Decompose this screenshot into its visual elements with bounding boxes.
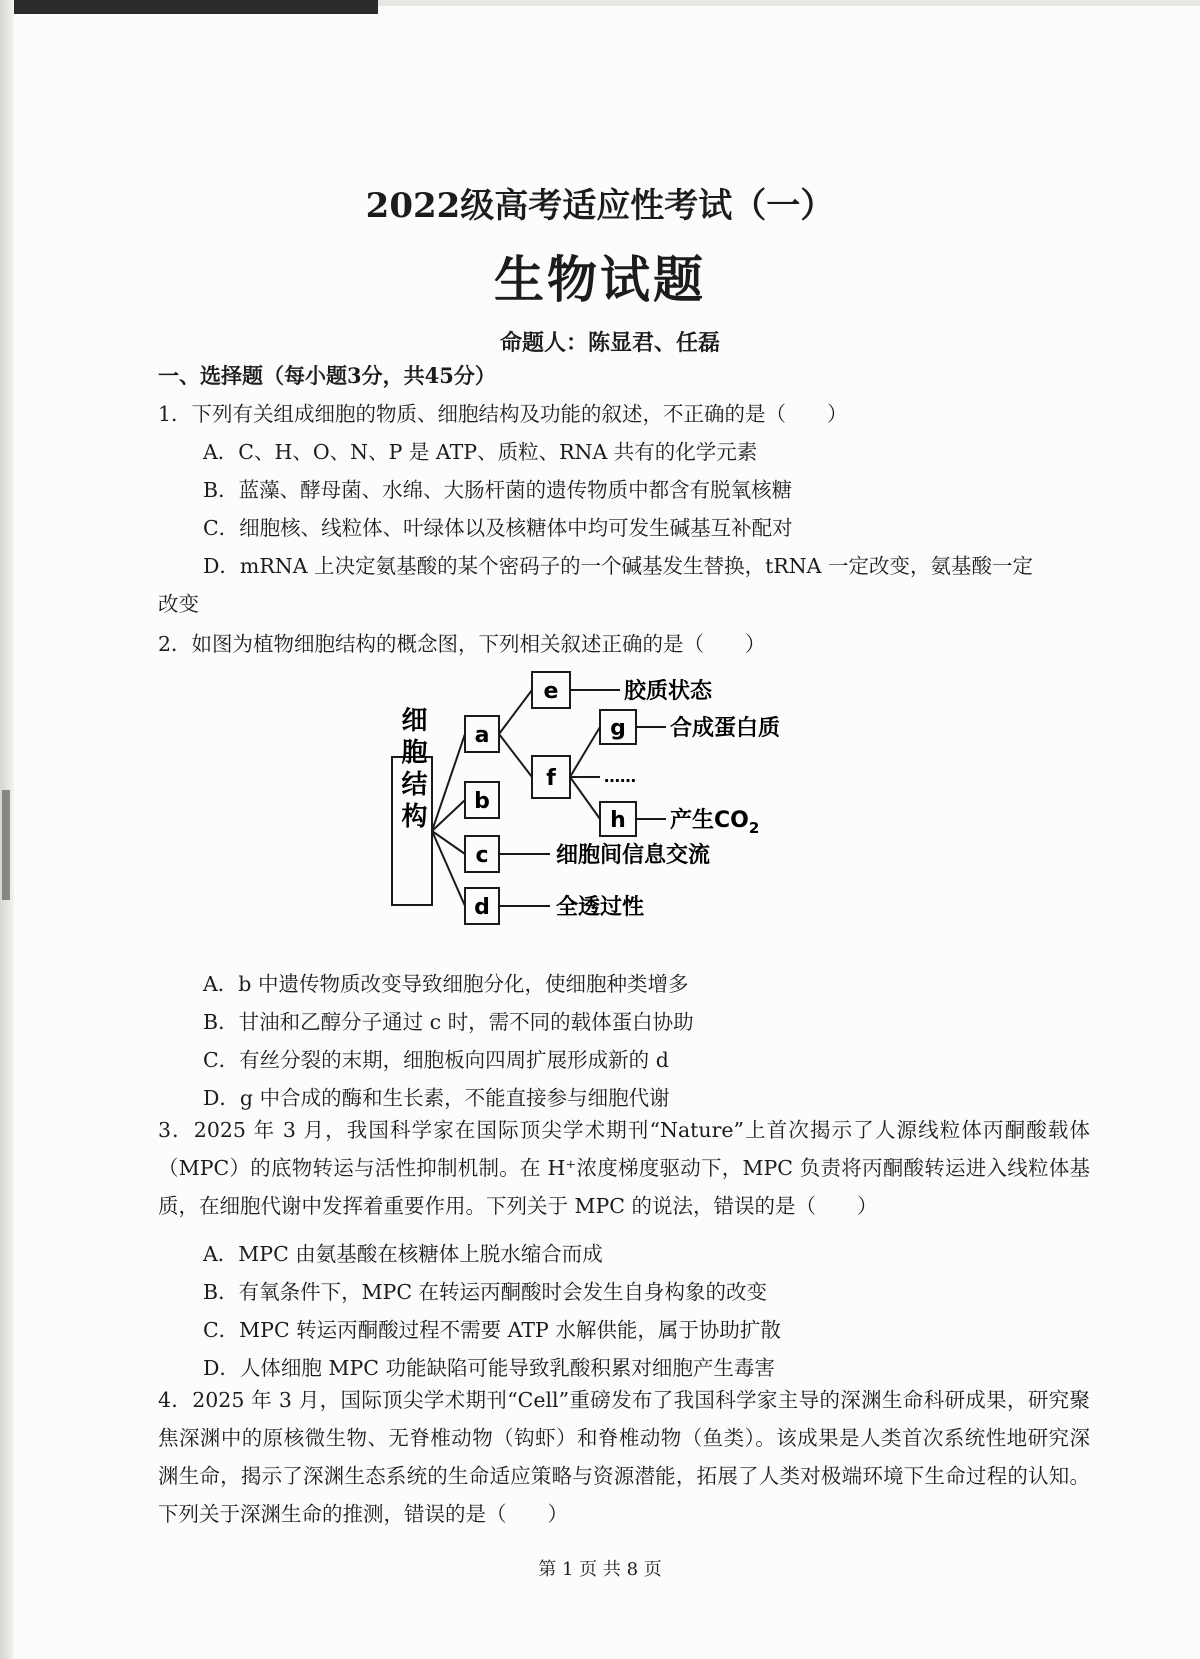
q2-option-a: A．b 中遗传物质改变导致细胞分化，使细胞种类增多 [203, 972, 689, 996]
node-h-text: h [610, 808, 626, 833]
node-e-text: e [543, 679, 559, 704]
q3-option-c: C．MPC 转运丙酮酸过程不需要 ATP 水解供能，属于协助扩散 [203, 1318, 781, 1342]
q1-option-b: B．蓝藻、酵母菌、水绵、大肠杆菌的遗传物质中都含有脱氧核糖 [203, 478, 793, 502]
f-ellipsis: …… [604, 767, 636, 786]
c-label: 细胞间信息交流 [556, 843, 711, 868]
node-b-text: b [474, 789, 490, 814]
node-d-text: d [474, 895, 490, 920]
g-label: 合成蛋白质 [670, 716, 781, 741]
q2-option-b: B．甘油和乙醇分子通过 c 时，需不同的载体蛋白协助 [203, 1010, 694, 1034]
node-g-text: g [610, 716, 626, 741]
q2-stem: 2．如图为植物细胞结构的概念图，下列相关叙述正确的是（ ） [158, 632, 766, 656]
q2-option-c: C．有丝分裂的末期，细胞板向四周扩展形成新的 d [203, 1048, 669, 1072]
q1-option-d-cont: 改变 [158, 592, 199, 616]
q2-option-d: D．g 中合成的酶和生长素，不能直接参与细胞代谢 [203, 1086, 670, 1110]
section-heading: 一、选择题（每小题3分，共45分） [158, 363, 496, 388]
q4-stem: 4．2025 年 3 月，国际顶尖学术期刊“Cell”重磅发布了我国科学家主导的深渊生命科研成果，研究聚焦深渊中的原核微生物、无脊椎动物（钩虾）和脊椎动物（鱼类）。该成果是人类首次系统性地研究深渊生命，揭示了深渊生态系统的生命适应策略与资源潜能，拓展了人类对极端环境下生命过程的认知。下列关于深渊生命的推测，错误的是（ ） [158, 1388, 1090, 1526]
node-f-text: f [546, 766, 556, 791]
h-label: 产生$CO_2$ [670, 808, 760, 837]
node-c-text: c [475, 843, 489, 868]
q3-stem: 3．2025 年 3 月，我国科学家在国际顶尖学术期刊“Nature”上首次揭示了人源线粒体丙酮酸载体（MPC）的底物转运与活性抑制机制。在 H⁺浓度梯度驱动下，MPC 负责将丙酮酸转运进入线粒体基质，在细胞代谢中发挥着重要作用。下列关于 MPC 的说法，错误的是（ ） [158, 1118, 1090, 1218]
d-label: 全透过性 [556, 895, 645, 920]
page-footer: 第 1 页 共 8 页 [538, 1559, 662, 1580]
exam-title: 2022级高考适应性考试（一） [365, 186, 835, 226]
q1-stem: 1．下列有关组成细胞的物质、细胞结构及功能的叙述，不正确的是（ ） [158, 402, 848, 426]
author-line: 命题人：陈显君、任磊 [500, 330, 721, 356]
q3-option-d: D．人体细胞 MPC 功能缺陷可能导致乳酸积累对细胞产生毒害 [203, 1356, 775, 1380]
q3-option-b: B．有氧条件下，MPC 在转运丙酮酸时会发生自身构象的改变 [203, 1280, 768, 1304]
scan-edge-top [0, 0, 378, 14]
node-a-text: a [474, 723, 490, 748]
node-root-text: 细胞结构 [397, 706, 427, 834]
scan-edge-top-light [378, 0, 1200, 6]
subject-title: 生物试题 [494, 250, 706, 309]
q1-option-a: A．C、H、O、N、P 是 ATP、质粒、RNA 共有的化学元素 [203, 440, 758, 464]
q1-option-c: C．细胞核、线粒体、叶绿体以及核糖体中均可发生碱基互补配对 [203, 516, 793, 540]
cell-structure-diagram [0, 660, 1200, 940]
q1-option-d: D．mRNA 上决定氨基酸的某个密码子的一个碱基发生替换，tRNA 一定改变，氨基酸一定 [203, 554, 1033, 578]
e-label: 胶质状态 [624, 679, 713, 704]
q3-option-a: A．MPC 由氨基酸在核糖体上脱水缩合而成 [203, 1242, 603, 1266]
